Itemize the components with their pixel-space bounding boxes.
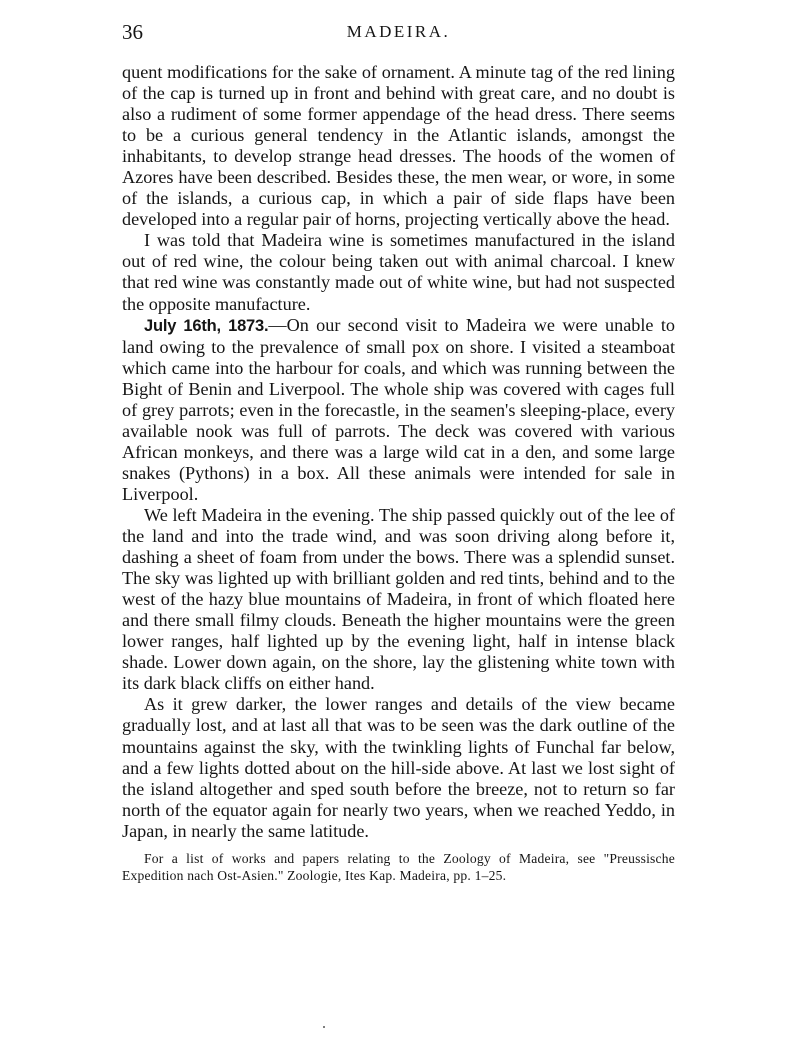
paragraph-madeira-wine (122, 230, 675, 314)
paragraph-head-dresses (122, 62, 675, 230)
footnote: For a list of works and papers relating to the Zoology of Madeira, see "Preussische Expedition nach Ost-Asien." Zoologie, Ites Kap. Madeira, pp. 1–25. (122, 850, 675, 884)
paragraph-text: I was told that Madeira wine is sometimes manufactured in the island out of red wine, the colour being taken out with animal charcoal. I knew that red wine was constantly made out of white wine, but had not suspected the opposite manufacture. (122, 230, 675, 314)
paragraph-text: —On our second visit to Madeira we were unable to land owing to the prevalence of small pox on shore. I visited a steamboat which came into the harbour for coals, and which was running between the Bight of Benin and Liverpool. The whole ship was covered with cages full of grey parrots; even in the forecastle, in the seamen's sleeping-place, every available nook was full of parrots. The deck was covered with various African monkeys, and there was a large wild cat in a den, and some large snakes (Pythons) in a box. All these animals were intended for sale in Liverpool. (122, 314, 675, 504)
paragraph-sunset (122, 505, 675, 694)
page-number: 36 (122, 20, 143, 44)
paragraph-text: quent modifications for the sake of ornament. A minute tag of the red lining of the cap is turned up in front and behind with great care, and no doubt is also a rudiment of some former appendage of the head dress. There seems to be a curious general tendency in the Atlantic islands, amongst the inhabitants, to develop strange head dresses. The hoods of the women of Azores have been described. Besides these, the men wear, or wore, in some of the islands, a curious cap, in which a pair of side flaps have been developed into a regular pair of horns, projecting vertically above the head. (122, 62, 675, 230)
paragraph-text: As it grew darker, the lower ranges and details of the view became gradually lost, and at last all that was to be seen was the dark outline of the mountains against the sky, with the twinkling lights of Funchal far below, and a few lights dotted about on the hill-side above. At last we lost sight of the island altogether and sped south before the breeze, not to return so far north of the equator again for nearly two years, when we reached Yeddo, in Japan, in nearly the same latitude. (122, 694, 675, 841)
body-text (122, 62, 675, 842)
running-title: MADEIRA. (346, 22, 451, 41)
date-heading: July 16th, 1873. (144, 316, 269, 335)
print-speck (323, 1026, 325, 1028)
paragraph-second-visit (122, 315, 675, 505)
book-page (122, 18, 675, 885)
running-head (122, 18, 675, 48)
paragraph-departure (122, 694, 675, 841)
paragraph-text: We left Madeira in the evening. The ship passed quickly out of the lee of the land and into the trade wind, and was soon driving along before it, dashing a sheet of foam from under the bows. There was a splendid sunset. The sky was lighted up with brilliant golden and red tints, behind and to the west of the hazy blue mountains of Madeira, in front of which floated here and there small filmy clouds. Beneath the higher mountains were the green lower ranges, half lighted up by the evening light, half in intense black shade. Lower down again, on the shore, lay the glistening white town with its dark black cliffs on either hand. (122, 504, 675, 694)
